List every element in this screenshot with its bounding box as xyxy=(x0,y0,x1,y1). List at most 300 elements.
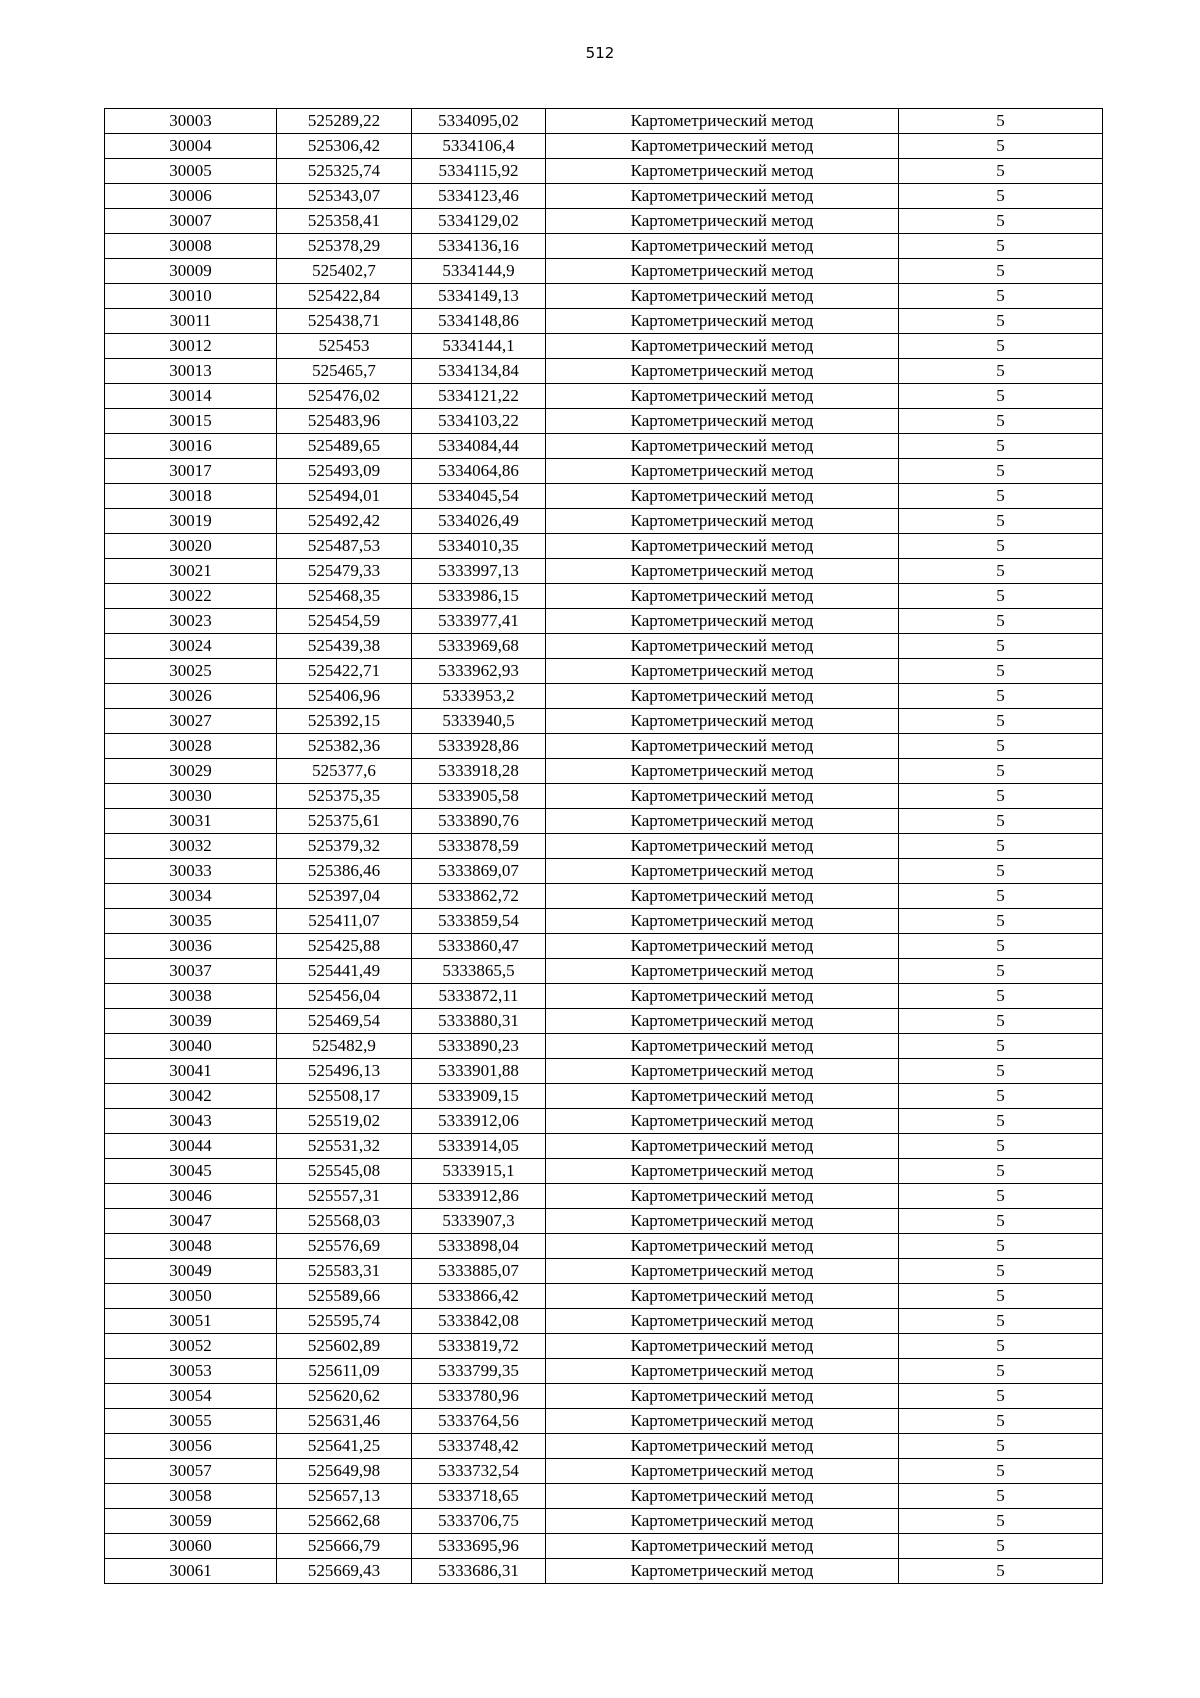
x-coordinate-cell: 525595,74 xyxy=(277,1309,412,1334)
method-cell: Картометрический метод xyxy=(546,1484,899,1509)
point-number-cell: 30019 xyxy=(105,509,277,534)
accuracy-cell: 5 xyxy=(899,1159,1103,1184)
table-row xyxy=(105,1559,1103,1584)
point-number-cell: 30025 xyxy=(105,659,277,684)
table-row xyxy=(105,359,1103,384)
method-cell: Картометрический метод xyxy=(546,1284,899,1309)
y-coordinate-cell: 5334010,35 xyxy=(412,534,546,559)
accuracy-cell: 5 xyxy=(899,834,1103,859)
y-coordinate-cell: 5333866,42 xyxy=(412,1284,546,1309)
point-number-cell: 30049 xyxy=(105,1259,277,1284)
y-coordinate-cell: 5333748,42 xyxy=(412,1434,546,1459)
x-coordinate-cell: 525508,17 xyxy=(277,1084,412,1109)
accuracy-cell: 5 xyxy=(899,484,1103,509)
y-coordinate-cell: 5333732,54 xyxy=(412,1459,546,1484)
x-coordinate-cell: 525378,29 xyxy=(277,234,412,259)
method-cell: Картометрический метод xyxy=(546,334,899,359)
table-row xyxy=(105,1009,1103,1034)
method-cell: Картометрический метод xyxy=(546,459,899,484)
table-row xyxy=(105,834,1103,859)
table-row xyxy=(105,934,1103,959)
method-cell: Картометрический метод xyxy=(546,509,899,534)
table-row xyxy=(105,1059,1103,1084)
table-row xyxy=(105,1209,1103,1234)
y-coordinate-cell: 5333860,47 xyxy=(412,934,546,959)
method-cell: Картометрический метод xyxy=(546,434,899,459)
accuracy-cell: 5 xyxy=(899,1384,1103,1409)
y-coordinate-cell: 5333890,76 xyxy=(412,809,546,834)
y-coordinate-cell: 5334148,86 xyxy=(412,309,546,334)
table-row xyxy=(105,309,1103,334)
table-row xyxy=(105,1409,1103,1434)
method-cell: Картометрический метод xyxy=(546,484,899,509)
x-coordinate-cell: 525343,07 xyxy=(277,184,412,209)
method-cell: Картометрический метод xyxy=(546,134,899,159)
accuracy-cell: 5 xyxy=(899,584,1103,609)
table-row xyxy=(105,809,1103,834)
accuracy-cell: 5 xyxy=(899,659,1103,684)
method-cell: Картометрический метод xyxy=(546,1359,899,1384)
point-number-cell: 30058 xyxy=(105,1484,277,1509)
point-number-cell: 30043 xyxy=(105,1109,277,1134)
y-coordinate-cell: 5333940,5 xyxy=(412,709,546,734)
y-coordinate-cell: 5333901,88 xyxy=(412,1059,546,1084)
method-cell: Картометрический метод xyxy=(546,559,899,584)
method-cell: Картометрический метод xyxy=(546,659,899,684)
point-number-cell: 30013 xyxy=(105,359,277,384)
x-coordinate-cell: 525392,15 xyxy=(277,709,412,734)
x-coordinate-cell: 525479,33 xyxy=(277,559,412,584)
accuracy-cell: 5 xyxy=(899,1559,1103,1584)
accuracy-cell: 5 xyxy=(899,684,1103,709)
table-row xyxy=(105,459,1103,484)
method-cell: Картометрический метод xyxy=(546,1159,899,1184)
method-cell: Картометрический метод xyxy=(546,759,899,784)
table-row xyxy=(105,1334,1103,1359)
y-coordinate-cell: 5333865,5 xyxy=(412,959,546,984)
method-cell: Картометрический метод xyxy=(546,259,899,284)
table-row xyxy=(105,859,1103,884)
accuracy-cell: 5 xyxy=(899,984,1103,1009)
table-row xyxy=(105,609,1103,634)
y-coordinate-cell: 5333890,23 xyxy=(412,1034,546,1059)
point-number-cell: 30046 xyxy=(105,1184,277,1209)
table-row xyxy=(105,159,1103,184)
point-number-cell: 30045 xyxy=(105,1159,277,1184)
x-coordinate-cell: 525438,71 xyxy=(277,309,412,334)
y-coordinate-cell: 5333819,72 xyxy=(412,1334,546,1359)
table-row xyxy=(105,959,1103,984)
method-cell: Картометрический метод xyxy=(546,1209,899,1234)
table-row xyxy=(105,659,1103,684)
x-coordinate-cell: 525494,01 xyxy=(277,484,412,509)
accuracy-cell: 5 xyxy=(899,1034,1103,1059)
x-coordinate-cell: 525493,09 xyxy=(277,459,412,484)
method-cell: Картометрический метод xyxy=(546,734,899,759)
accuracy-cell: 5 xyxy=(899,284,1103,309)
point-number-cell: 30026 xyxy=(105,684,277,709)
y-coordinate-cell: 5333962,93 xyxy=(412,659,546,684)
point-number-cell: 30029 xyxy=(105,759,277,784)
method-cell: Картометрический метод xyxy=(546,1134,899,1159)
accuracy-cell: 5 xyxy=(899,359,1103,384)
method-cell: Картометрический метод xyxy=(546,709,899,734)
accuracy-cell: 5 xyxy=(899,434,1103,459)
y-coordinate-cell: 5333859,54 xyxy=(412,909,546,934)
table-row xyxy=(105,334,1103,359)
method-cell: Картометрический метод xyxy=(546,1334,899,1359)
accuracy-cell: 5 xyxy=(899,884,1103,909)
point-number-cell: 30003 xyxy=(105,109,277,134)
point-number-cell: 30030 xyxy=(105,784,277,809)
y-coordinate-cell: 5333914,05 xyxy=(412,1134,546,1159)
table-row xyxy=(105,1259,1103,1284)
x-coordinate-cell: 525483,96 xyxy=(277,409,412,434)
table-row xyxy=(105,1434,1103,1459)
x-coordinate-cell: 525386,46 xyxy=(277,859,412,884)
point-number-cell: 30034 xyxy=(105,884,277,909)
point-number-cell: 30023 xyxy=(105,609,277,634)
method-cell: Картометрический метод xyxy=(546,959,899,984)
method-cell: Картометрический метод xyxy=(546,309,899,334)
point-number-cell: 30020 xyxy=(105,534,277,559)
accuracy-cell: 5 xyxy=(899,1434,1103,1459)
accuracy-cell: 5 xyxy=(899,159,1103,184)
method-cell: Картометрический метод xyxy=(546,1459,899,1484)
method-cell: Картометрический метод xyxy=(546,359,899,384)
table-row xyxy=(105,484,1103,509)
point-number-cell: 30031 xyxy=(105,809,277,834)
point-number-cell: 30044 xyxy=(105,1134,277,1159)
table-row xyxy=(105,884,1103,909)
y-coordinate-cell: 5334144,9 xyxy=(412,259,546,284)
method-cell: Картометрический метод xyxy=(546,684,899,709)
y-coordinate-cell: 5333686,31 xyxy=(412,1559,546,1584)
table-row xyxy=(105,684,1103,709)
point-number-cell: 30007 xyxy=(105,209,277,234)
y-coordinate-cell: 5333898,04 xyxy=(412,1234,546,1259)
point-number-cell: 30041 xyxy=(105,1059,277,1084)
accuracy-cell: 5 xyxy=(899,209,1103,234)
point-number-cell: 30055 xyxy=(105,1409,277,1434)
table-row xyxy=(105,1109,1103,1134)
point-number-cell: 30022 xyxy=(105,584,277,609)
accuracy-cell: 5 xyxy=(899,1234,1103,1259)
y-coordinate-cell: 5333885,07 xyxy=(412,1259,546,1284)
point-number-cell: 30037 xyxy=(105,959,277,984)
point-number-cell: 30048 xyxy=(105,1234,277,1259)
method-cell: Картометрический метод xyxy=(546,1084,899,1109)
point-number-cell: 30047 xyxy=(105,1209,277,1234)
point-number-cell: 30053 xyxy=(105,1359,277,1384)
accuracy-cell: 5 xyxy=(899,1084,1103,1109)
method-cell: Картометрический метод xyxy=(546,859,899,884)
y-coordinate-cell: 5333872,11 xyxy=(412,984,546,1009)
method-cell: Картометрический метод xyxy=(546,609,899,634)
method-cell: Картометрический метод xyxy=(546,834,899,859)
table-row xyxy=(105,634,1103,659)
y-coordinate-cell: 5334045,54 xyxy=(412,484,546,509)
method-cell: Картометрический метод xyxy=(546,234,899,259)
x-coordinate-cell: 525519,02 xyxy=(277,1109,412,1134)
point-number-cell: 30032 xyxy=(105,834,277,859)
method-cell: Картометрический метод xyxy=(546,634,899,659)
table-row xyxy=(105,1309,1103,1334)
x-coordinate-cell: 525325,74 xyxy=(277,159,412,184)
x-coordinate-cell: 525422,71 xyxy=(277,659,412,684)
table-row xyxy=(105,534,1103,559)
accuracy-cell: 5 xyxy=(899,509,1103,534)
x-coordinate-cell: 525662,68 xyxy=(277,1509,412,1534)
accuracy-cell: 5 xyxy=(899,1359,1103,1384)
method-cell: Картометрический метод xyxy=(546,884,899,909)
x-coordinate-cell: 525649,98 xyxy=(277,1459,412,1484)
point-number-cell: 30027 xyxy=(105,709,277,734)
point-number-cell: 30042 xyxy=(105,1084,277,1109)
x-coordinate-cell: 525456,04 xyxy=(277,984,412,1009)
x-coordinate-cell: 525358,41 xyxy=(277,209,412,234)
x-coordinate-cell: 525576,69 xyxy=(277,1234,412,1259)
table-row xyxy=(105,784,1103,809)
y-coordinate-cell: 5333977,41 xyxy=(412,609,546,634)
accuracy-cell: 5 xyxy=(899,109,1103,134)
accuracy-cell: 5 xyxy=(899,1459,1103,1484)
accuracy-cell: 5 xyxy=(899,1009,1103,1034)
accuracy-cell: 5 xyxy=(899,309,1103,334)
accuracy-cell: 5 xyxy=(899,1309,1103,1334)
point-number-cell: 30009 xyxy=(105,259,277,284)
x-coordinate-cell: 525568,03 xyxy=(277,1209,412,1234)
x-coordinate-cell: 525545,08 xyxy=(277,1159,412,1184)
accuracy-cell: 5 xyxy=(899,134,1103,159)
accuracy-cell: 5 xyxy=(899,184,1103,209)
table-row xyxy=(105,759,1103,784)
y-coordinate-cell: 5334103,22 xyxy=(412,409,546,434)
accuracy-cell: 5 xyxy=(899,1134,1103,1159)
point-number-cell: 30005 xyxy=(105,159,277,184)
table-row xyxy=(105,509,1103,534)
table-row xyxy=(105,1084,1103,1109)
x-coordinate-cell: 525441,49 xyxy=(277,959,412,984)
y-coordinate-cell: 5333842,08 xyxy=(412,1309,546,1334)
y-coordinate-cell: 5333953,2 xyxy=(412,684,546,709)
x-coordinate-cell: 525379,32 xyxy=(277,834,412,859)
x-coordinate-cell: 525531,32 xyxy=(277,1134,412,1159)
table-row xyxy=(105,209,1103,234)
x-coordinate-cell: 525492,42 xyxy=(277,509,412,534)
accuracy-cell: 5 xyxy=(899,409,1103,434)
accuracy-cell: 5 xyxy=(899,909,1103,934)
y-coordinate-cell: 5333907,3 xyxy=(412,1209,546,1234)
accuracy-cell: 5 xyxy=(899,784,1103,809)
table-row xyxy=(105,109,1103,134)
x-coordinate-cell: 525468,35 xyxy=(277,584,412,609)
y-coordinate-cell: 5333880,31 xyxy=(412,1009,546,1034)
table-row xyxy=(105,1384,1103,1409)
accuracy-cell: 5 xyxy=(899,1059,1103,1084)
method-cell: Картометрический метод xyxy=(546,184,899,209)
method-cell: Картометрический метод xyxy=(546,1309,899,1334)
method-cell: Картометрический метод xyxy=(546,1034,899,1059)
y-coordinate-cell: 5333912,86 xyxy=(412,1184,546,1209)
y-coordinate-cell: 5333862,72 xyxy=(412,884,546,909)
method-cell: Картометрический метод xyxy=(546,984,899,1009)
x-coordinate-cell: 525375,35 xyxy=(277,784,412,809)
x-coordinate-cell: 525487,53 xyxy=(277,534,412,559)
y-coordinate-cell: 5333878,59 xyxy=(412,834,546,859)
method-cell: Картометрический метод xyxy=(546,409,899,434)
table-row xyxy=(105,1134,1103,1159)
method-cell: Картометрический метод xyxy=(546,584,899,609)
table-row xyxy=(105,1184,1103,1209)
accuracy-cell: 5 xyxy=(899,1484,1103,1509)
method-cell: Картометрический метод xyxy=(546,109,899,134)
table-row xyxy=(105,584,1103,609)
point-number-cell: 30017 xyxy=(105,459,277,484)
y-coordinate-cell: 5333918,28 xyxy=(412,759,546,784)
point-number-cell: 30051 xyxy=(105,1309,277,1334)
point-number-cell: 30014 xyxy=(105,384,277,409)
x-coordinate-cell: 525583,31 xyxy=(277,1259,412,1284)
y-coordinate-cell: 5334134,84 xyxy=(412,359,546,384)
x-coordinate-cell: 525425,88 xyxy=(277,934,412,959)
x-coordinate-cell: 525402,7 xyxy=(277,259,412,284)
table-row xyxy=(105,1509,1103,1534)
method-cell: Картометрический метод xyxy=(546,1434,899,1459)
y-coordinate-cell: 5334149,13 xyxy=(412,284,546,309)
table-row xyxy=(105,1359,1103,1384)
table-row xyxy=(105,1284,1103,1309)
table-row xyxy=(105,1034,1103,1059)
x-coordinate-cell: 525469,54 xyxy=(277,1009,412,1034)
accuracy-cell: 5 xyxy=(899,1509,1103,1534)
table-row xyxy=(105,984,1103,1009)
y-coordinate-cell: 5334129,02 xyxy=(412,209,546,234)
point-number-cell: 30050 xyxy=(105,1284,277,1309)
y-coordinate-cell: 5333986,15 xyxy=(412,584,546,609)
method-cell: Картометрический метод xyxy=(546,1009,899,1034)
x-coordinate-cell: 525439,38 xyxy=(277,634,412,659)
table-row xyxy=(105,259,1103,284)
page-number: 512 xyxy=(585,44,615,62)
table-row xyxy=(105,184,1103,209)
accuracy-cell: 5 xyxy=(899,1109,1103,1134)
table-row xyxy=(105,1159,1103,1184)
coordinates-table xyxy=(104,108,1103,1584)
y-coordinate-cell: 5334064,86 xyxy=(412,459,546,484)
y-coordinate-cell: 5333909,15 xyxy=(412,1084,546,1109)
x-coordinate-cell: 525375,61 xyxy=(277,809,412,834)
x-coordinate-cell: 525454,59 xyxy=(277,609,412,634)
accuracy-cell: 5 xyxy=(899,1534,1103,1559)
point-number-cell: 30008 xyxy=(105,234,277,259)
accuracy-cell: 5 xyxy=(899,459,1103,484)
table-row xyxy=(105,1484,1103,1509)
x-coordinate-cell: 525611,09 xyxy=(277,1359,412,1384)
x-coordinate-cell: 525406,96 xyxy=(277,684,412,709)
y-coordinate-cell: 5333695,96 xyxy=(412,1534,546,1559)
point-number-cell: 30011 xyxy=(105,309,277,334)
table-row xyxy=(105,1459,1103,1484)
method-cell: Картометрический метод xyxy=(546,1234,899,1259)
table-row xyxy=(105,284,1103,309)
point-number-cell: 30016 xyxy=(105,434,277,459)
y-coordinate-cell: 5333799,35 xyxy=(412,1359,546,1384)
table-row xyxy=(105,409,1103,434)
method-cell: Картометрический метод xyxy=(546,534,899,559)
point-number-cell: 30039 xyxy=(105,1009,277,1034)
y-coordinate-cell: 5333706,75 xyxy=(412,1509,546,1534)
point-number-cell: 30038 xyxy=(105,984,277,1009)
point-number-cell: 30010 xyxy=(105,284,277,309)
accuracy-cell: 5 xyxy=(899,634,1103,659)
point-number-cell: 30040 xyxy=(105,1034,277,1059)
point-number-cell: 30004 xyxy=(105,134,277,159)
accuracy-cell: 5 xyxy=(899,559,1103,584)
table-row xyxy=(105,559,1103,584)
method-cell: Картометрический метод xyxy=(546,1384,899,1409)
method-cell: Картометрический метод xyxy=(546,209,899,234)
x-coordinate-cell: 525669,43 xyxy=(277,1559,412,1584)
point-number-cell: 30035 xyxy=(105,909,277,934)
y-coordinate-cell: 5334115,92 xyxy=(412,159,546,184)
y-coordinate-cell: 5334136,16 xyxy=(412,234,546,259)
accuracy-cell: 5 xyxy=(899,609,1103,634)
method-cell: Картометрический метод xyxy=(546,934,899,959)
table-row xyxy=(105,734,1103,759)
point-number-cell: 30052 xyxy=(105,1334,277,1359)
x-coordinate-cell: 525496,13 xyxy=(277,1059,412,1084)
x-coordinate-cell: 525465,7 xyxy=(277,359,412,384)
x-coordinate-cell: 525631,46 xyxy=(277,1409,412,1434)
point-number-cell: 30036 xyxy=(105,934,277,959)
table-row xyxy=(105,709,1103,734)
x-coordinate-cell: 525657,13 xyxy=(277,1484,412,1509)
y-coordinate-cell: 5334084,44 xyxy=(412,434,546,459)
y-coordinate-cell: 5333969,68 xyxy=(412,634,546,659)
y-coordinate-cell: 5333928,86 xyxy=(412,734,546,759)
y-coordinate-cell: 5334144,1 xyxy=(412,334,546,359)
table-row xyxy=(105,1534,1103,1559)
point-number-cell: 30059 xyxy=(105,1509,277,1534)
accuracy-cell: 5 xyxy=(899,934,1103,959)
accuracy-cell: 5 xyxy=(899,759,1103,784)
table-row xyxy=(105,234,1103,259)
accuracy-cell: 5 xyxy=(899,334,1103,359)
point-number-cell: 30018 xyxy=(105,484,277,509)
y-coordinate-cell: 5333912,06 xyxy=(412,1109,546,1134)
x-coordinate-cell: 525489,65 xyxy=(277,434,412,459)
x-coordinate-cell: 525411,07 xyxy=(277,909,412,934)
table-row xyxy=(105,134,1103,159)
method-cell: Картометрический метод xyxy=(546,1059,899,1084)
accuracy-cell: 5 xyxy=(899,534,1103,559)
x-coordinate-cell: 525602,89 xyxy=(277,1334,412,1359)
y-coordinate-cell: 5334026,49 xyxy=(412,509,546,534)
x-coordinate-cell: 525666,79 xyxy=(277,1534,412,1559)
x-coordinate-cell: 525482,9 xyxy=(277,1034,412,1059)
point-number-cell: 30006 xyxy=(105,184,277,209)
accuracy-cell: 5 xyxy=(899,259,1103,284)
accuracy-cell: 5 xyxy=(899,1209,1103,1234)
point-number-cell: 30061 xyxy=(105,1559,277,1584)
method-cell: Картометрический метод xyxy=(546,384,899,409)
point-number-cell: 30054 xyxy=(105,1384,277,1409)
table-row xyxy=(105,384,1103,409)
point-number-cell: 30024 xyxy=(105,634,277,659)
accuracy-cell: 5 xyxy=(899,1409,1103,1434)
method-cell: Картометрический метод xyxy=(546,809,899,834)
